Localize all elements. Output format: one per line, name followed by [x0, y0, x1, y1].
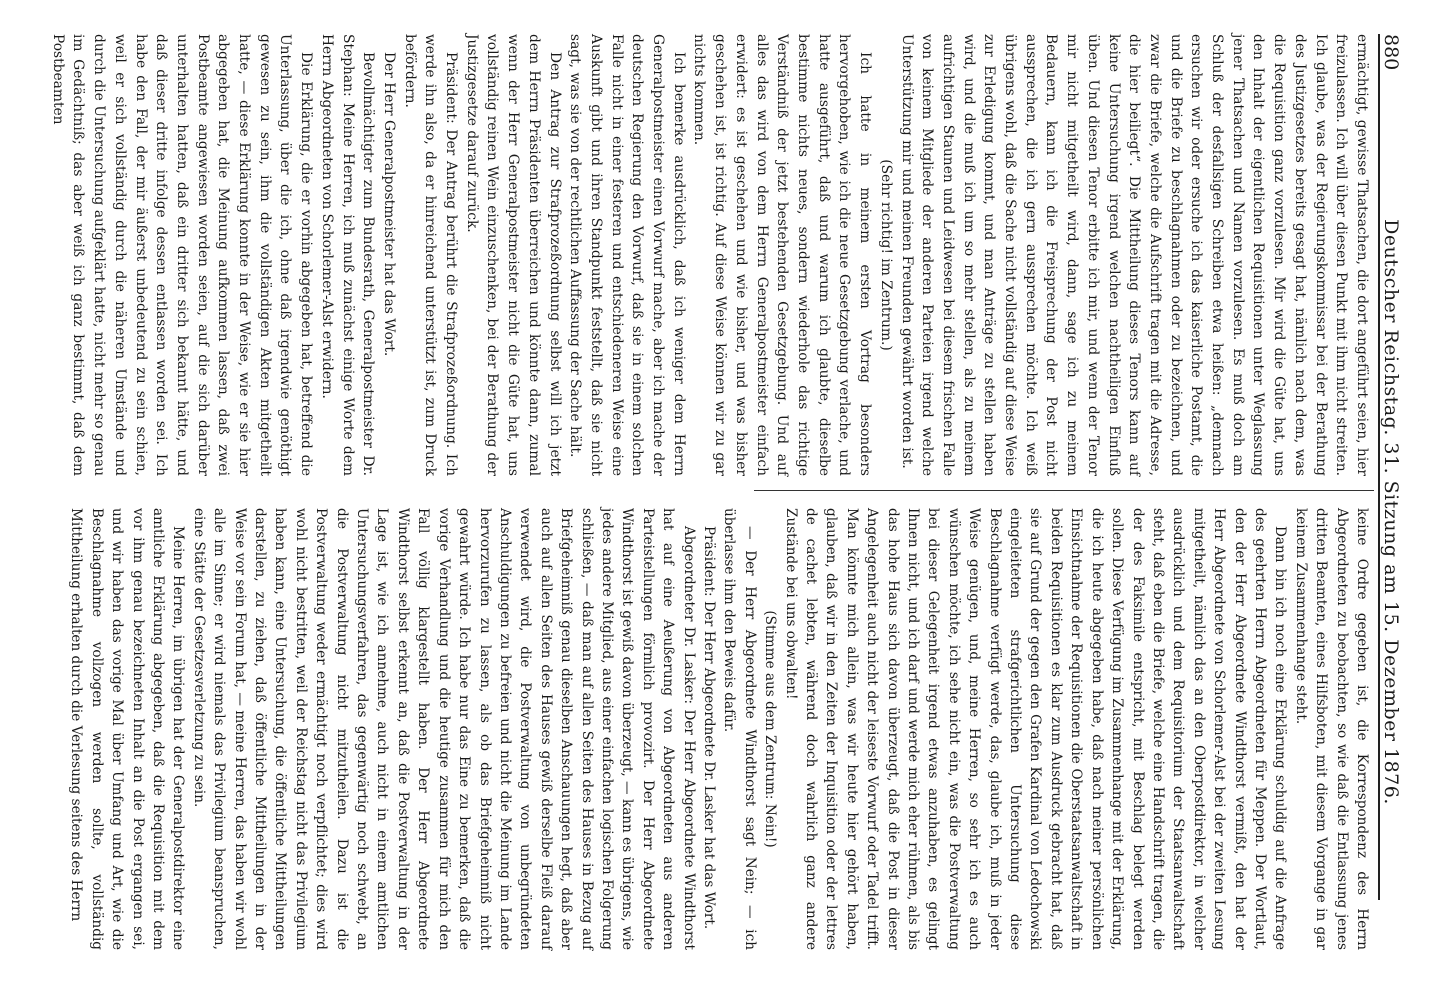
interjection: (Sehr richtig! im Zentrum.)	[877, 159, 894, 351]
speaker-statement: Abgeordneter Dr. Lasker: Der Herr Abgeordnete Windthorst hat auf eine Aeußerung von Abgeordneten aus anderen Parteistellungen förmlich provozirt. Der Herr Abgeordnete Windthorst ist gewiß davon überzeugt, — kann es übrigens, wie jedes andere Mitglied, aus einer einfachen logischen Folgerung schließen, — daß man auf allen Seiten des Hauses in Bezug auf Briefgeheimniß genau dieselben Anschauungen hegt, daß aber auch auf allen Seiten des Hauses gewiß derselbe Fleiß darauf verwendet wird, die Postverwaltung von unbegründeten Anschuldigungen zu befreien und nicht die Meinung im Lande hervorzurufen zu lassen, als ob das Briefgeheimniß nicht gewahrt würde. Ich habe nur das Eine zu bemerken, daß die vorige Verhandlung und die heutige zusammen für mich den Fall völlig klargestellt haben. Der Herr Abgeordnete Windthorst selbst erkennt an, daß die Postverwaltung in der Lage ist, wie ich annehme, auch nicht in einem amtlichen Untersuchungsverfahren, das gegenwärtig noch schwebt, an die Postverwaltung nicht mitzutheilen. Dazu ist die Postverwaltung weder ermächtigt noch verpflichtet; dies wird wohl nicht bestritten, weil der Reichstag nicht das Privilegium haben kann, eine Untersuchung, die öffentliche Mittheilungen darstellen, zu ziehen, daß öffentliche Mittheilungen in der Weise vor sein Forum hat, — meine Herren, das haben wir wohl alle im Sinne; er wird niemals das Privilegium beanspruchen, eine Stätte der Gesetzesverletzung zu sein.	[190, 508, 697, 950]
page-title: Deutscher Reichstag. 31. Sitzung am 15. Dezember 1876.	[1380, 219, 1402, 805]
right-column	[66, 508, 1372, 950]
speaker-statement: Bevollmächtigter zum Bundesrath, Generalpostmeister Dr. Stephan: Meine Herren, ich muß zunächst einige Worte dem Herrn Abgeordneten von Schorlemer-Alst erwidern.	[318, 34, 377, 476]
paragraph: Meine Herren, im übrigen hat der Generalpostdirektor eine amtliche Erklärung abgegeben, daß die Requisition mit dem vor ihm genau bezeichneten Inhalt an die Post ergangen sei, und wir haben das vorige Mal über Umfang und Art, wie die Beschlagnahme vollzogen werden sollte, vollständig Mittheilung erhalten durch die Verlesung seitens des Herrn	[68, 508, 187, 950]
paragraph: Der Herr Generalpostmeister hat das Wort.	[380, 52, 397, 357]
paragraph: Die Erklärung, die er vorhin abgegeben hat, betreffend die Unterlassung, über die ich, ohne daß irgendwie genöthigt gewesen zu sein, ihm die vollständigen Akten mitgetheilt hatte, — diese Erklärung konnte in der Weise, wie er sie hier abgegeben hat, die Meinung aufkommen lassen, daß zwei Postbeamte angewiesen worden seien, auf die sich darüber unterhalten hatten, daß ein dritter sich bekannt hätte, und daß dieser dritte infolge dessen entlassen worden sei. Ich habe den Fall, der mir äußerst unbedeutend zu sein schien, weil er sich vollständig durch die näheren Umstände und durch die Untersuchung aufgeklärt hatte, nicht mehr so genau im Gedächtniß; das aber weiß ich ganz bestimmt, daß dem Postbeamten	[49, 34, 315, 476]
paragraph: Den Antrag zur Strafprozeßordnung selbst will ich jetzt dem Herrn Präsidenten überreichen und könnte dann, zumal wenn der Herr Generalpostmeister nicht die Güte hat, uns vollständig reinen Wein einzuschenken, bei der Berathung der Justizgesetze darauf zurück.	[463, 34, 563, 476]
page-header	[1378, 34, 1410, 900]
left-column	[47, 34, 1372, 476]
column-divider	[754, 490, 1374, 491]
president-statement: Präsident: Der Herr Abgeordnete Dr. Lasker hat das Wort.	[701, 526, 717, 930]
paragraph: Ich bemerke ausdrücklich, daß ich weniger dem Herrn Generalpostmeister einen Vorwurf mache, aber ich mache der deutschen Regierung den Vorwurf, daß sie in einem solchen Falle nicht in einer festeren und entschiedeneren Weise eine Auskunft gibt und ihren Standpunkt feststellt, daß sie nicht sagt, was sie von der rechtlichen Auffassung der Sache hält.	[567, 34, 687, 476]
paragraph: ermächtigt, gewisse Thatsachen, die dort angeführt seien, hier freizulassen. Ich will über diesen Punkt mit ihm nicht streiten. Ich glaube, was der Regierungskommissar bei der Berathung des Justizgesetzes bereits gesagt hat, nämlich nach dem, was die Requisition ganz vorzulesen. Mir wird die Güte hat, uns den Inhalt der eigentlichen Requisitionen unter Weglassung jener Thatsachen und Namen vorzulesen. Es muß doch am Schluß der desfallsigen Schreiben etwa heißen: „demnach ersuchen wir oder ersuche ich das kaiserliche Postamt, die und die Briefe zu beschlagnahmen oder zu bezeichnen, und zwar die Briefe, welche die Aufschrift tragen mit die Adresse, die hier beiliegt“. Die Mittheilung dieses Tenors kann auf keine Untersuchung irgend welchen nachtheiligen Einfluß üben. Und diesen Tenor erbitte ich mir, und wenn der Tenor mir nicht mitgetheilt wird, dann, sage ich zu meinem Bedauern, kann ich die Freisprechung der Post nicht aussprechen, die ich gern aussprechen möchte. Ich weiß übrigens wohl, daß die Sache nicht vollständig auf diese Weise zur Erledigung kommt, und man Anträge zu stellen haben wird, und die muß ich um so mehr stellen, als zu meinem aufrichtigen Staunen und Leidwesen bei diesem frischen Falle von keinem Mitgliede der anderen Parteien irgend welche Unterstützung mir und meinen Freunden gewährt worden ist.	[898, 34, 1370, 476]
president-statement: Präsident: Der Antrag berührt die Strafprozeßordnung. Ich werde ihn also, da er hinreichend unterstützt ist, zum Druck befördern.	[401, 34, 460, 476]
paragraph: — Der Herr Abgeordnete Windthorst sagt Nein; — ich überlasse ihm den Beweis dafür.	[721, 508, 758, 950]
page-number: 880	[1380, 34, 1402, 71]
paragraph: Ich hatte in meinem ersten Vortrag besonders hervorgehoben, wie ich die neue Gesetzgebung verlache, und hatte ausgeführt, daß und warum ich glaubte, dieselbe bestimme nichts neues, sondern wiederhole das richtige Verständniß der jetzt bestehenden Gesetzgebung. Und auf alles das wird von dem Herrn Generalpostmeister einfach erwidert: es ist geschehen und wie bisher, und was bisher geschehen ist, ist richtig. Auf diese Weise können wir zu gar nichts kommen.	[691, 34, 874, 476]
interjection: (Stimme aus dem Zentrum: Nein!)	[762, 610, 779, 848]
paragraph: Dann bin ich noch eine Erklärung schuldig auf die Anfrage des geehrten Herrn Abgeordneten für Meppen. Der Wortlaut, den der Herr Abgeordnete Windthorst vermißt, den hat der Herr Abgeordnete von Schorlemer-Alst bei der zweiten Lesung mitgetheilt, nämlich das an den Oberpostdirektor, in welcher ausdrücklich und dem Requisitorium der Staatsanwaltschaft steht, daß eben die Briefe, welche eine Handschrift tragen, die der des Faksimile entspricht, mit Beschlag belegt werden sollen. Diese Verfügung im Zusammenhange mit der Erklärung, die ich heute abgegeben habe, daß nach meiner persönlichen Einsichtnahme der Requisitionen die Oberstaatsanwaltschaft in beiden Requisitionen es klar zum Ausdruck gebracht hat, daß sie auf Grund der gegen den Grafen Kardinal von Ledochowski eingeleiteten strafgerichtlichen Untersuchung diese Beschlagnahme verfügt werde, das, glaube ich, muß in jeder Weise genügen, und, meine Herren, so sehr ich es auch wünschen möchte, ich sehe nicht ein, was die Postverwaltung bei dieser Gelegenheit irgend etwas anzuhaben, es gelingt Ihnen nicht, und ich darf und werde mich eher rühmen, als bis das hohe Haus sich davon überzeugt, daß die Post in dieser Angelegenheit auch nicht der leiseste Vorwurf oder Tadel trifft. Man könnte mich allein, was wir heute hier gehört haben, glauben, daß wir in den Zeiten der Inquisition oder der lettres de cachet lebten, während doch wahrlich ganz andere Zustände bei uns obwalten!	[782, 508, 1289, 950]
paragraph: keine Ordre gegeben ist, die Korrespondenz des Herrn Abgeordneten zu beobachten, so wie daß die Entlassung jenes dritten Beamten, eines Hilfsboten, mit diesem Vorgange in gar keinem Zusammenhange steht.	[1292, 508, 1370, 950]
